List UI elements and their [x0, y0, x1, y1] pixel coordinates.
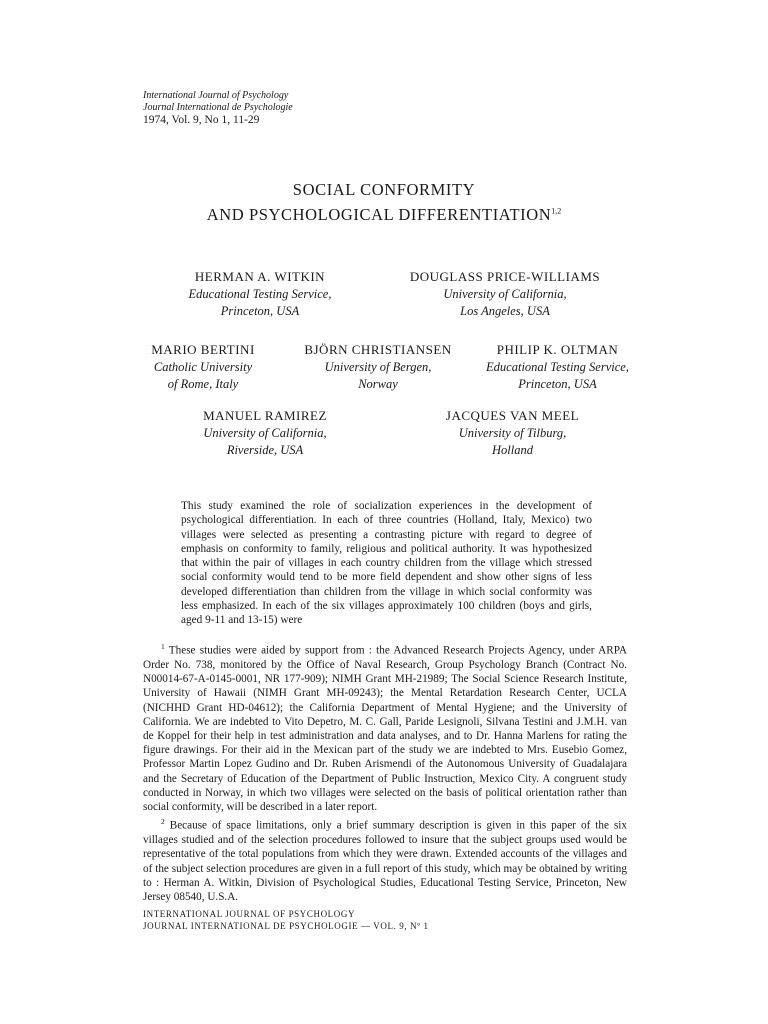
author-location: Norway: [358, 377, 398, 391]
author-location: Princeton, USA: [220, 304, 300, 318]
footnote-mark: 1: [161, 642, 165, 651]
author-affiliation: Educational Testing Service,: [486, 360, 629, 374]
author-name: MARIO BERTINI: [151, 342, 255, 357]
footnote-2: $^2$ Because of space limitations, only a brief summary description is given in this paper of the six villages studied and of the selection procedures followed to insure that the subject groups used would be representative of the total populations from which they were drawn. Extended accounts of the villages and of the subject selection procedures are given in a full report of this study, which may be obtained by writing to : Herman A. Witkin, Division of Psychological Studies, Educational Testing Service, Princeton, New Jersey 08540, U.S.A.: [143, 817, 628, 903]
author-affiliation: University of Bergen,: [324, 360, 432, 374]
journal-title-en: International Journal of Psychology: [143, 90, 289, 101]
journal-title-fr: Journal International de Psychologie: [143, 102, 293, 113]
author-location: Riverside, USA: [226, 443, 304, 457]
article-title-line-1: SOCIAL CONFORMITY: [292, 180, 476, 199]
page-footer: [143, 908, 429, 932]
author-affiliation: Catholic University: [153, 360, 253, 374]
footer-journal-fr: JOURNAL INTERNATIONAL DE PSYCHOLOGIE — VOL. 9, Nº 1: [143, 921, 429, 931]
author-name: MANUEL RAMIREZ: [203, 408, 327, 423]
footer-journal-en: INTERNATIONAL JOURNAL OF PSYCHOLOGY: [143, 909, 356, 919]
author-location: Princeton, USA: [518, 377, 597, 391]
author-name: DOUGLASS PRICE-WILLIAMS: [409, 269, 601, 284]
author-location: of Rome, Italy: [167, 377, 239, 391]
author-block: [170, 407, 360, 459]
author-affiliation: University of California,: [203, 426, 327, 440]
footnote-1: $^1$ These studies were aided by support from : the Advanced Research Projects Agency, under ARPA Order No. 738, monitored by the Office of Naval Research, Group Psychology Branch (Contract No. N00014-67-A-0145-0001, NR 177-909); NIMH Grant MH-21989; The Social Science Research Institute, University of Hawaii (NIMH Grant MH-09243); the Mental Retardation Research Center, UCLA (NICHHD Grant HD-04612); the California Department of Mental Hygiene; and the University of California. We are indebted to Vito Depetro, M. C. Gall, Paride Lesignoli, Silvana Testini and J.M.H. van de Koppel for their help in test administration and data analyses, and to Dr. Hanna Marlens for rating the figure drawings. For their aid in the Mexican part of the study we are indebted to Mrs. Eusebio Gomez, Professor Martin Lopez Gudino and Dr. Ruben Arismendi of the Autonomous University of Guadalajara and the Secretary of Education of the Department of Public Instruction, Mexico City. A congruent study conducted in Norway, in which two villages were selected on the basis of political orientation rather than social conformity, will be described in a later report.: [143, 642, 627, 813]
footnotes: [143, 640, 627, 904]
author-block: [410, 407, 615, 459]
author-name: HERMAN A. WITKIN: [194, 269, 326, 284]
author-affiliation: University of Tilburg,: [458, 426, 567, 440]
abstract: This study examined the role of socialization experiences in the development of psychological differentiation. In each of three countries (Holland, Italy, Mexico) two villages were selected as presenting a contrasting picture with regard to degree of emphasis on conformity to family, religious and political authority. It was hypothesized that within the pair of villages in each country children from the village which stressed social conformity would tend to be more field dependent and show other signs of less developed differentiation than children from the village in which social conformity was less emphasized. In each of the six villages approximately 100 children (boys and girls, aged 9-11 and 13-15) were: [181, 500, 592, 627]
author-location: Holland: [492, 443, 533, 457]
author-block: [470, 341, 645, 393]
author-affiliation: Educational Testing Service,: [188, 287, 332, 301]
author-affiliation: University of California,: [443, 287, 567, 301]
author-block: [288, 341, 468, 393]
author-block: [128, 341, 278, 393]
journal-volume: 1974, Vol. 9, No 1, 11-29: [143, 114, 260, 126]
author-name: JACQUES VAN MEEL: [445, 408, 580, 423]
author-block: [385, 268, 625, 320]
journal-header: [143, 90, 293, 127]
author-block: [150, 268, 370, 320]
article-title-line-2: AND PSYCHOLOGICAL DIFFERENTIATION$^{1,2}$: [206, 205, 562, 224]
author-location: Los Angeles, USA: [460, 304, 550, 318]
author-name: PHILIP K. OLTMAN: [496, 342, 619, 357]
title-footnote-marks: 1,2: [551, 206, 562, 216]
author-name: BJÖRN CHRISTIANSEN: [304, 342, 452, 357]
footnote-mark: 2: [161, 817, 165, 827]
